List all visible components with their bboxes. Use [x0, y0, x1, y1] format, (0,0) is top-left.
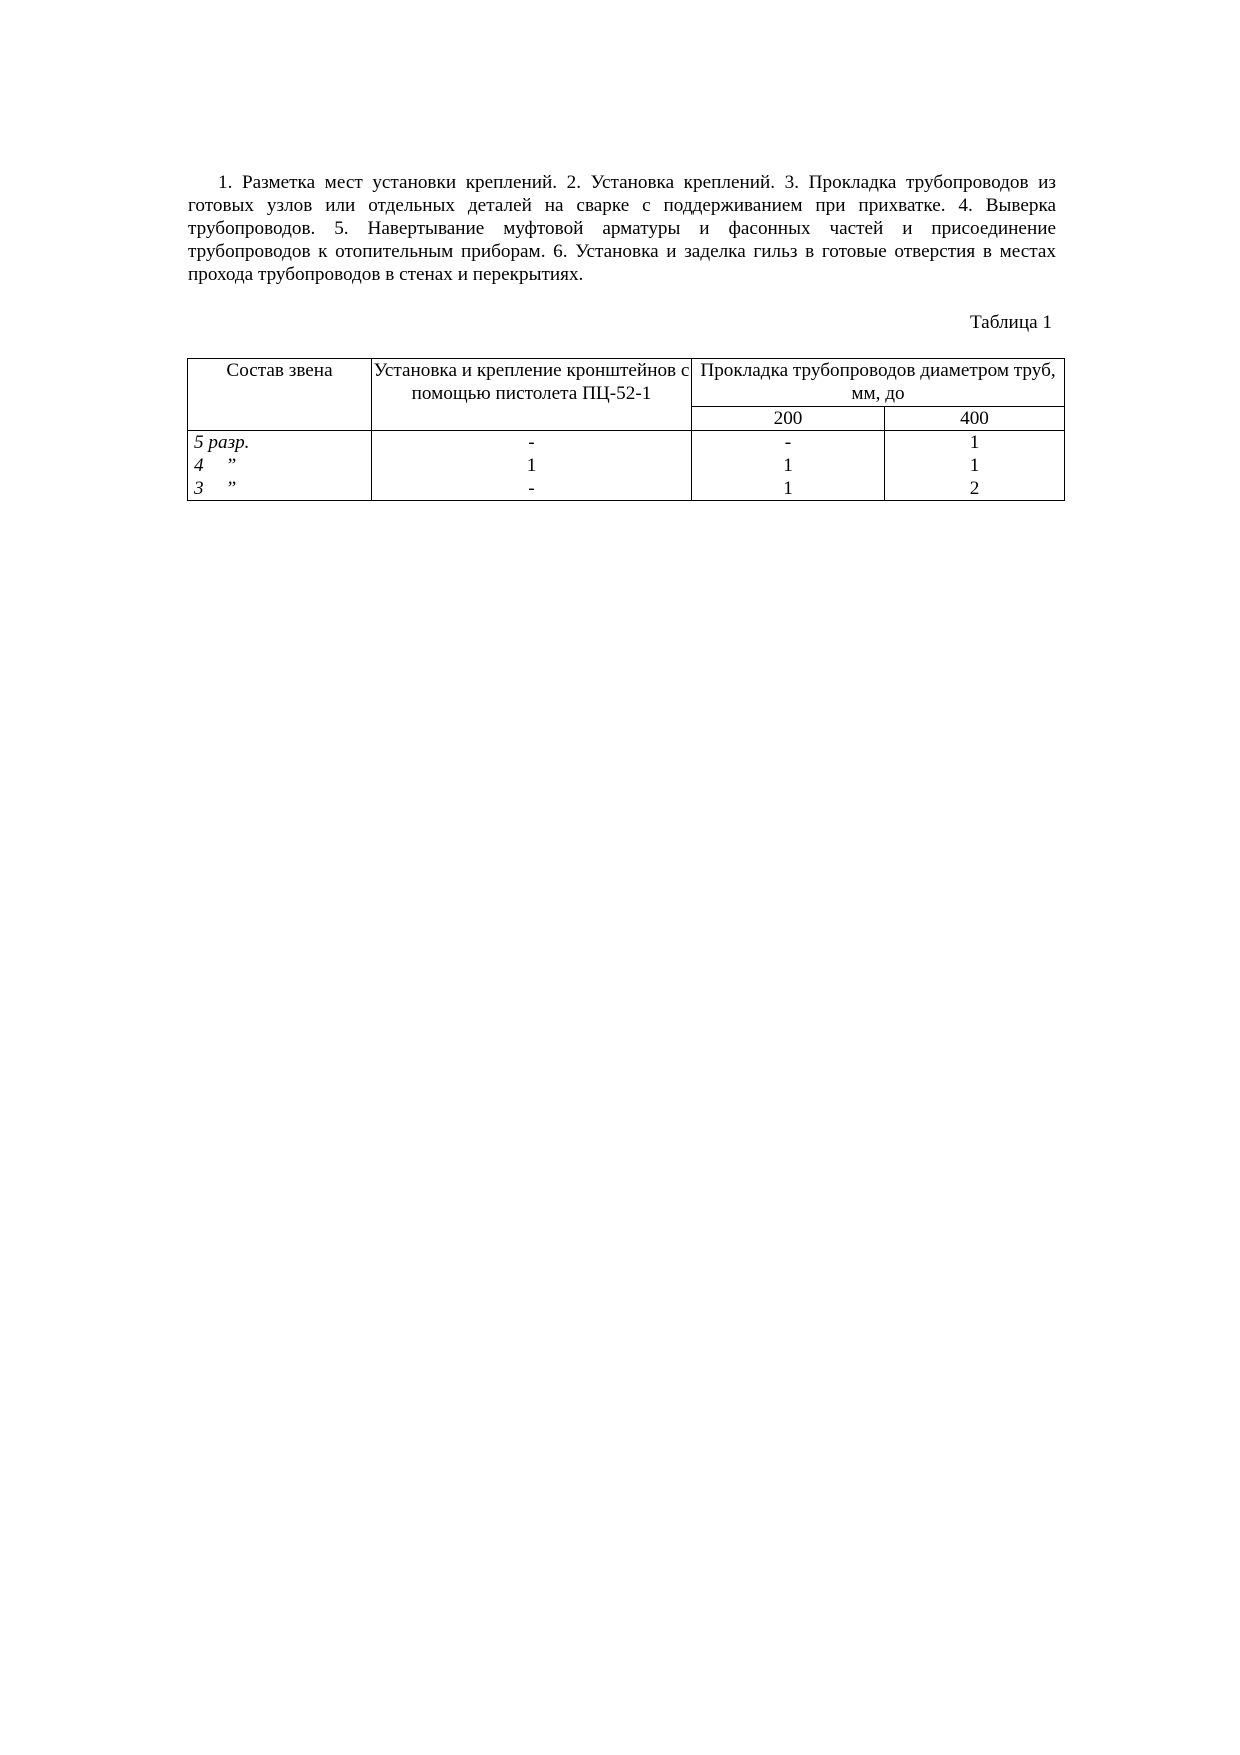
diameter-200-cell: 1: [692, 477, 885, 501]
work-description-paragraph: 1. Разметка мест установки креплений. 2. Установка креплений. 3. Прокладка трубопроводов из готовых узлов или отдельных деталей на сварке с поддерживанием при прихватке. 4. Выверка трубопроводов. 5. Навертывание муфтовой арматуры и фасонных частей и присоединение трубопроводов к отопительным приборам. 6. Установка и заделка гильз в готовые отверстия в местах прохода трубопроводов в стенах и перекрытиях.: [188, 172, 1056, 285]
ditto-mark: ”: [225, 478, 237, 499]
crew-grade-cell: [188, 454, 372, 477]
crew-grade-cell: [188, 477, 372, 501]
crew-grade: 3: [194, 478, 204, 499]
crew-grade-cell: [188, 431, 372, 455]
bracket-installation-cell: 1: [372, 454, 692, 477]
bracket-installation-cell: -: [372, 431, 692, 455]
diameter-400-cell: 1: [885, 431, 1065, 455]
bracket-installation-cell: -: [372, 477, 692, 501]
table-caption: Таблица 1: [969, 312, 1052, 333]
diameter-400-cell: 1: [885, 454, 1065, 477]
diameter-200-cell: -: [692, 431, 885, 455]
diameter-400-cell: 2: [885, 477, 1065, 501]
header-diameter-400: 400: [885, 407, 1065, 431]
diameter-200-cell: 1: [692, 454, 885, 477]
header-crew-composition: Состав звена: [188, 359, 372, 431]
ditto-mark: ”: [225, 455, 237, 476]
table-row: [188, 477, 1065, 501]
header-diameter-200: 200: [692, 407, 885, 431]
table-row: [188, 431, 1065, 455]
table-row: [188, 454, 1065, 477]
header-bracket-installation: Установка и крепление кронштейнов с помощью пистолета ПЦ-52-1: [372, 359, 692, 431]
crew-composition-table: [187, 358, 1065, 501]
crew-grade: 5 разр.: [194, 432, 250, 453]
header-pipe-laying: Прокладка трубопроводов диаметром труб, мм, до: [692, 359, 1065, 407]
crew-grade: 4: [194, 455, 204, 476]
